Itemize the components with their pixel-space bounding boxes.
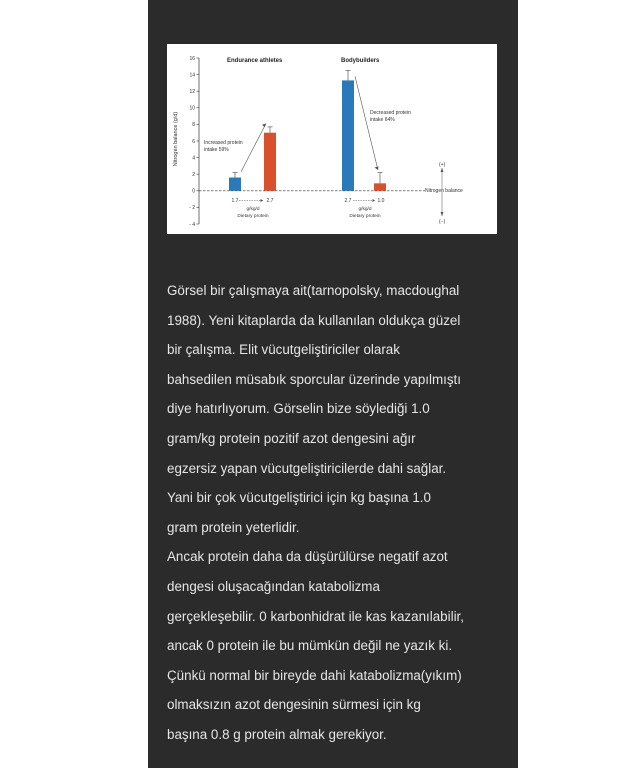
group-title-bodybuilders: Bodybuilders xyxy=(341,58,380,64)
article-line: dengesi oluşacağından katabolizma xyxy=(167,578,380,594)
bar-label-bodybuilders-low: 1.0 xyxy=(377,198,385,204)
bar-label-endurance-low: 1.7 xyxy=(231,198,239,204)
article-line: ancak 0 protein ile bu mümkün değil ne yazık ki. xyxy=(167,638,453,654)
increase-arrow xyxy=(241,124,266,172)
bar-bodybuilders-2.7 xyxy=(342,80,354,190)
y-tick-label: 14 xyxy=(189,72,195,79)
y-tick-label: 16 xyxy=(189,55,195,62)
negative-sign-label: (−) xyxy=(439,219,446,225)
group-title-endurance: Endurance athletes xyxy=(227,58,283,64)
article-line: Yani bir çok vücutgeliştirici için kg başına 1.0 xyxy=(167,490,431,506)
article-line: Ancak protein daha da düşürülürse negatif azot xyxy=(167,549,448,565)
article-text xyxy=(167,276,507,750)
article-line: diye hatırlıyorum. Görselin bize söylediği 1.0 xyxy=(167,401,430,417)
article-line: başına 0.8 g protein almak gerekiyor. xyxy=(167,726,387,742)
bar-endurance-1.7 xyxy=(229,178,241,191)
sign-bracket-up-arrow xyxy=(441,168,444,172)
decrease-arrow xyxy=(355,76,378,170)
unit-label-endurance: g/kg/d xyxy=(246,207,260,212)
y-tick-label: - 2 xyxy=(189,205,195,212)
bar-label-bodybuilders-high: 2.7 xyxy=(344,198,352,204)
y-tick-label: 6 xyxy=(192,138,195,145)
article-line: Görsel bir çalışmaya ait(tarnopolsky, macdoughal xyxy=(167,283,460,298)
nitrogen-balance-chart xyxy=(167,44,497,234)
article-line: olmaksızın azot dengesinin sürmesi için kg xyxy=(167,697,421,713)
unit-label-bodybuilders: g/kg/d xyxy=(358,207,372,212)
y-tick-label: 8 xyxy=(192,122,195,129)
annotation-bodybuilders-line2: intake 64% xyxy=(370,117,395,123)
article-line: egzersiz yapan vücutgeliştiricilerde dahi sağlar. xyxy=(167,460,447,476)
y-tick-label: - 4 xyxy=(189,221,195,228)
y-tick-label: 2 xyxy=(192,172,195,178)
article-line: gerçekleşebilir. 0 karbonhidrat ile kas kazanılabilir, xyxy=(167,608,464,624)
bar-bodybuilders-1.0 xyxy=(374,183,386,190)
y-tick-label: 0 xyxy=(192,188,195,195)
article-line: 1988). Yeni kitaplarda da kullanılan oldukça güzel xyxy=(167,312,461,328)
article-line: gram protein yeterlidir. xyxy=(167,519,300,535)
y-tick-label: 12 xyxy=(189,89,195,95)
annotation-bodybuilders-line1: Decreased protein xyxy=(370,110,411,116)
y-axis-label: Nitrogen balance (g/d) xyxy=(173,111,179,167)
article-line: bir çalışma. Elit vücutgeliştiriciler olarak xyxy=(167,342,400,358)
positive-sign-label: (+) xyxy=(439,162,446,168)
y-tick-label: 10 xyxy=(189,105,195,112)
y-tick-label: 4 xyxy=(192,155,195,162)
reference-line-label: Nitrogen balance xyxy=(425,188,463,194)
article-line: bahsedilen müsabık sporcular üzerinde yapılmıştı xyxy=(167,371,461,387)
dose-change-arrow-head xyxy=(373,199,376,202)
decrease-arrow-head xyxy=(375,167,379,171)
bar-endurance-2.7 xyxy=(264,133,276,191)
article-line: gram/kg protein pozitif azot dengesini ağır xyxy=(167,430,416,446)
annotation-endurance-line1: Increased protein xyxy=(204,140,243,146)
bar-label-endurance-high: 2.7 xyxy=(266,198,274,204)
chart-svg xyxy=(167,44,497,234)
annotation-endurance-line2: intake 59% xyxy=(204,147,229,153)
article-line: Çünkü normal bir bireyde dahi katabolizma(yıkım) xyxy=(167,667,462,683)
sign-bracket-down-arrow xyxy=(441,212,444,216)
dose-change-arrow-head xyxy=(261,199,264,202)
xlabel-endurance: Dietary protein xyxy=(237,214,269,219)
xlabel-bodybuilders: Dietary protein xyxy=(349,214,381,219)
